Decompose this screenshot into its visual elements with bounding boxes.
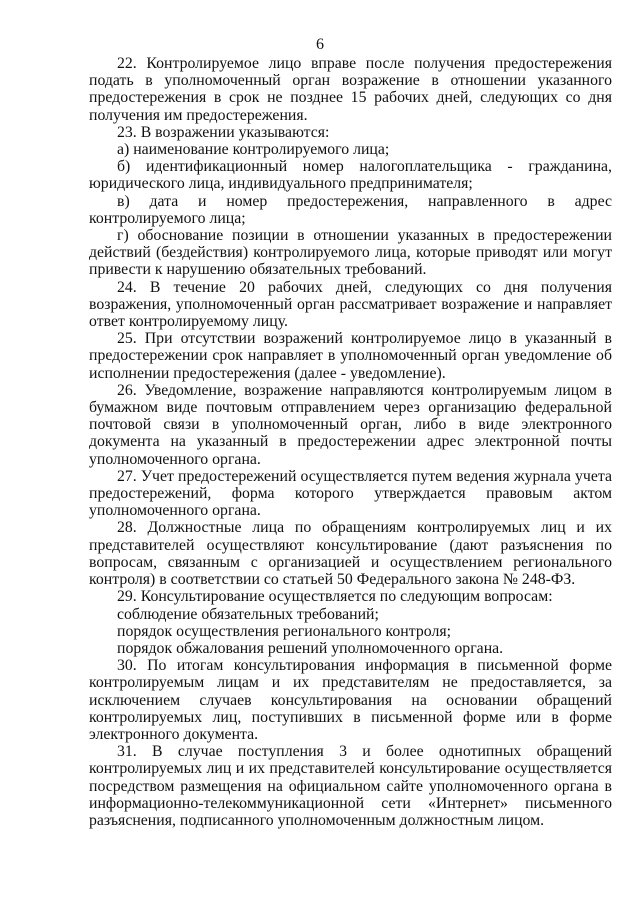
paragraph-24: 24. В течение 20 рабочих дней, следующих со дня получения возражения, уполномоченный орган рассматривает возражение и направляет ответ контролируемому лицу. (89, 278, 612, 331)
paragraph-22: 22. Контролируемое лицо вправе после получения предостережения подать в уполномоченный орган возражение в отношении указанного предостережения в срок не позднее 15 рабочих дней, следующих со дня получения им предостережения. (89, 55, 612, 124)
paragraph-29-item-3: порядок обжалования решений уполномоченного органа. (117, 639, 504, 657)
paragraph-28: 28. Должностные лица по обращениям контролируемых лиц и их представителей осуществляют консультирование (дают разъяснения по вопросам, связанным с организацией и осуществлением регионального контроля) в соответствии со статьей 50 Федерального закона № 248-ФЗ. (89, 519, 612, 589)
paragraph-30: 30. По итогам консультирования информация в письменной форме контролируемым лицам и их представителям не предоставляется, за исключением случаев консультирования на основании обращений контролируемых лиц, поступивших в письменной форме или в форме электронного документа. (89, 657, 612, 743)
paragraph-23-v: в) дата и номер предостережения, направленного в адрес контролируемого лица; (89, 192, 612, 227)
paragraph-23-b: б) идентификационный номер налогоплательщика - гражданина, юридического лица, индивидуального предпринимателя; (89, 158, 612, 193)
paragraph-23-g: г) обоснование позиции в отношении указанных в предостережении действий (бездействия) контролируемого лица, которые приводят или могут привести к нарушению обязательных требований. (89, 227, 612, 279)
paragraph-31: 31. В случае поступления 3 и более однотипных обращений контролируемых лиц и их представителей консультирование осуществляется посредством размещения на официальном сайте уполномоченного органа в информационно-телекоммуникационной сети «Интернет» письменного разъяснения, подписанного уполномоченным должностным лицом. (89, 743, 612, 829)
paragraph-29-item-2: порядок осуществления регионального контроля; (117, 622, 451, 640)
paragraph-27: 27. Учет предостережений осуществляется путем ведения журнала учета предостережений, форма которого утверждается правовым актом уполномоченного органа. (89, 467, 612, 520)
paragraph-29: 29. Консультирование осуществляется по следующим вопросам: (117, 588, 553, 606)
paragraph-26: 26. Уведомление, возражение направляются контролируемым лицом в бумажном виде почтовым отправлением через организацию федеральной почтовой связи в уполномоченный орган, либо в виде электронного документа на указанный в предостережении адрес электронной почты уполномоченного органа. (89, 381, 612, 468)
paragraph-29-item-1: соблюдение обязательных требований; (117, 605, 379, 623)
page-number: 6 (316, 36, 324, 53)
paragraph-23: 23. В возражении указываются: (117, 123, 330, 141)
paragraph-23-a: а) наименование контролируемого лица; (117, 141, 390, 159)
document-body (89, 55, 612, 829)
paragraph-25: 25. При отсутствии возражений контролируемое лицо в указанный в предостережении срок направляет в уполномоченный орган уведомление об исполнении предостережения (далее - уведомление). (89, 330, 612, 382)
